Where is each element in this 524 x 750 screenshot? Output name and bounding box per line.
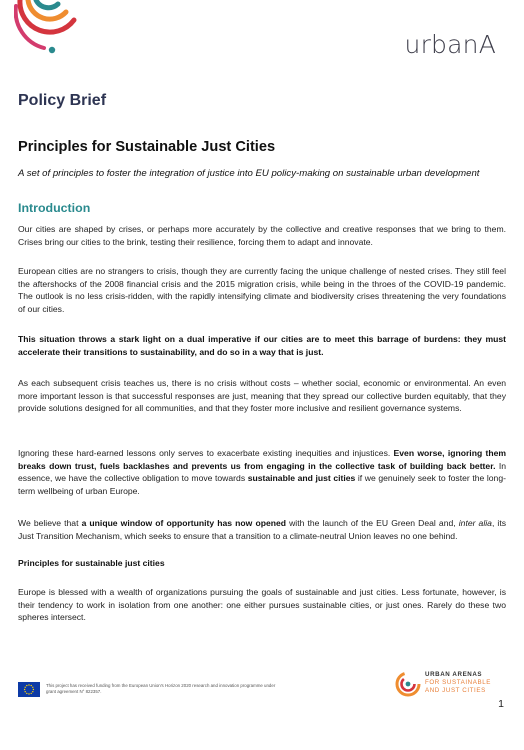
page-number: 1 <box>498 698 504 710</box>
text-run: In essence, we have the collective obligation to move towards <box>18 460 506 484</box>
paragraph <box>18 517 506 542</box>
paragraph: As each subsequent crisis teaches us, there is no crisis without costs – whether social, economic or environmental. An even more important lesson is that successful responses are just, meaning that they spread our collective burden equitably, that they provide solutions designed for all communities, and that they foster more inclusive and resilient governance systems. <box>18 378 506 414</box>
text-run-bold: sustainable and just cities <box>247 473 356 484</box>
text-run: , its Just Transition Mechanism, which seeks to ensure that a transition to a climate-neutral Union leaves no one behind. <box>18 518 507 541</box>
paragraph-emphasis: This situation throws a stark light on a dual imperative if our cities are to meet this barrage of burdens: they must accelerate their transitions to sustainability, and do so in a way that is just. <box>18 334 506 357</box>
section-heading-introduction: Introduction <box>18 201 91 215</box>
partner-name-line: AND JUST CITIES <box>425 687 486 694</box>
text-run-bold: a unique window of opportunity has now opened <box>81 518 286 528</box>
paragraph: European cities are no strangers to crisis, though they are currently facing the unique challenge of nested crises. They still feel the aftershocks of the 2008 financial crisis and the 2015 migration crisis, while being in the throes of the COVID-19 pandemic. The outlook is no less crisis-ridden, with the rapidly intensifying climate and biodiversity crises threatening the very foundations of our cities. <box>18 266 506 314</box>
paragraph: Our cities are shaped by crises, or perhaps more accurately by the collective and creative responses that we bring to them. Crises bring our cities to the brink, testing their resilience, forcing them to adapt and innovate. <box>18 224 506 247</box>
eu-flag-icon <box>18 682 40 697</box>
text-run-bold: Even worse, ignoring them breaks down trust, fuels backlashes and prevents us from engaging in the collective task of building back better. <box>18 448 506 471</box>
subheading-principles: Principles for sustainable just cities <box>18 558 165 568</box>
document-type: Policy Brief <box>18 92 107 109</box>
document-title: Principles for Sustainable Just Cities <box>18 139 276 155</box>
text-run: if we genuinely seek to foster the long-term wellbeing of urban Europe. <box>18 473 506 496</box>
funding-statement: This project has received funding from the European Union's Horizon 2020 research and innovation programme under grant agreement N° 822357. <box>46 683 276 694</box>
paragraph: Europe is blessed with a wealth of organizations pursuing the goals of sustainable and just cities. Less fortunate, however, is their tendency to work in isolation from one another: one either pursues sustainable cities, or just ones. Rarely do these two spheres intersect. <box>18 587 506 623</box>
urban-arenas-wordmark <box>425 671 491 695</box>
paragraph <box>18 447 506 497</box>
urban-arenas-logo-icon <box>395 671 421 697</box>
brand-logo-text: urbanA <box>404 30 496 59</box>
urbana-arcs-logo-icon <box>14 0 84 56</box>
partner-name-line: FOR SUSTAINABLE <box>425 679 491 686</box>
text-run: We believe that <box>18 518 82 528</box>
text-run-italic: inter alia <box>458 518 492 528</box>
text-run: Ignoring these hard-earned lessons only serves to exacerbate existing inequities and injustices. <box>18 448 394 458</box>
document-subtitle: A set of principles to foster the integration of justice into EU policy-making on sustainable urban development <box>18 168 480 179</box>
partner-name-line: URBAN ARENAS <box>425 671 483 678</box>
text-run: with the launch of the EU Green Deal and, <box>286 518 459 528</box>
